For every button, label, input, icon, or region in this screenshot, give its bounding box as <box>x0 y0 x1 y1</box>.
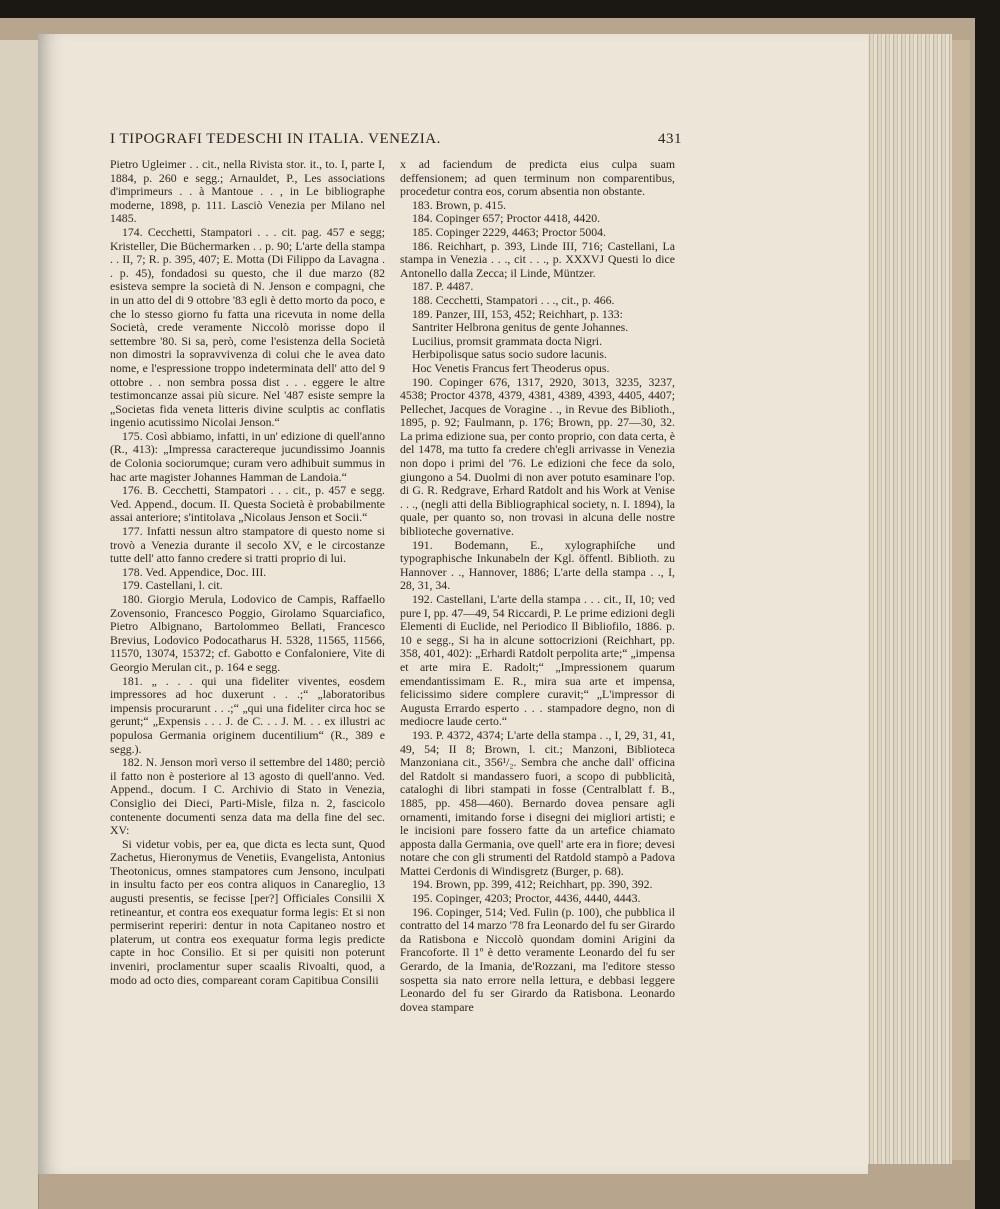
footnote-paragraph: Pietro Ugleimer . . cit., nella Rivista stor. it., to. I, parte I, 1884, p. 260 e segg.; Arnauldet, P., Les associations d'imprimeurs . . à Mantoue . . , in Le bibliographe moderne, 1898, p. 111. Lasciò Venezia per Milano nel 1485. <box>110 157 385 226</box>
footnote-paragraph: 188. Cecchetti, Stampatori . . ., cit., p. 466. <box>412 292 615 307</box>
verse-line: Herbipolisque satus socio sudore lacunis. <box>412 347 607 362</box>
page-stack-edges <box>862 34 952 1164</box>
footnote-paragraph: 185. Copinger 2229, 4463; Proctor 5004. <box>412 224 606 239</box>
footnote-paragraph: 191. Bodemann, E., xylographiſche und typographische Inkunabeln der Kgl. öffentl. Biblioth. zu Hannover . ., Hannover, 1886; L'arte della stampa . ., I, 28, 31, 34. <box>400 537 675 593</box>
footnote-paragraph: 174. Cecchetti, Stampatori . . . cit. pag. 457 e segg; Kristeller, Die Büchermarken . . p. 90; L'arte della stampa . . II, 7; R. p. 395, 407; E. Motta (Di Filippo da Lavagna . . p. 45), fondadosi su questo, che il due marzo (82 esisteva sempre la società di N. Jenson e compagni, che in un atto del di 9 ottobre '83 egli è detto morto da poco, e che lo stesso giorno fu fatta una ricevuta in nome della Società, crede veramente Niccolò morisse dopo il settembre '80. Si sa, però, come l'esistenza della Società non dimostri la sopravvivenza di colui che le avea dato nome, e l'espressione troppo indeterminata dell' atto del 9 ottobre . . non sembra possa dist . . . eggere le altre testimoncanze assai più sicure. Nel '487 esiste sempre la „Societas fida veneta litteris divine sculptis ac conflatis ingenio acutissimo Nicolai Jenson.“ <box>110 224 385 430</box>
running-title: I TIPOGRAFI TEDESCHI IN ITALIA. VENEZIA. <box>110 131 441 147</box>
footnote-paragraph: 181. „ . . . qui una fideliter viventes, eosdem impressores ad hoc duxerunt . . .;“ „laboratoribus impensis procurarunt . . .;“ „qui una fideliter circa hoc se gerunt;“ „Expensis . . . J. de C. . . J. M. . . ex illustri ac populosa Germania originem ducentilium“ (R., 389 e segg.). <box>110 673 385 756</box>
footnote-paragraph: 192. Castellani, L'arte della stampa . . . cit., II, 10; ved pure I, pp. 47—49, 54 Riccardi, P. Le prime edizioni degli Elementi di Euclide, nel Periodico Il Bibliofilo, 1886. p. 10 e segg., Si ha in alcune sottocrizioni (Reichhart, pp. 358, 401, 402): „Erhardi Ratdolt perpolita arte;“ „impensa et arte mira E. Radolt;“ „Impressionem quarum emendantissimam E. R., mira sua arte et impensa, felicissimo sidere complere curavit;“ „L'impressor di Augusta Errardo esperto . . . stampadore degno, non di mediocre laude certo.“ <box>400 592 675 729</box>
footnote-paragraph: 196. Copinger, 514; Ved. Fulin (p. 100), che pubblica il contratto del 14 marzo '78 fra Leonardo del fu ser Girardo da Ratisbona e Niccolò quondam domini Arigini da Francoforte. Il 1º è detto veramente Leonardo del fu ser Gerardo, de la Imania, de'Rozzani, ma l'editore stesso sospetta sia nato errore nella lettura, e debbasi leggere Leonardo del fu ser Girardo da Ratisbona. Leonardo dovea stampare <box>400 904 675 1014</box>
left-column <box>110 158 385 987</box>
footnote-paragraph: 187. P. 4487. <box>412 279 474 294</box>
facing-page-edge <box>0 40 39 1209</box>
right-column <box>400 158 675 1014</box>
footnote-paragraph: 183. Brown, p. 415. <box>412 197 507 212</box>
footnote-paragraph: 182. N. Jenson morì verso il settembre del 1480; perciò il fatto non è posteriore al 13 agosto di quell'anno. Ved. Append., docum. I C. Archivio di Stato in Venezia, Consiglio dei Dieci, Parti-Misle, filza n. 2, fascicolo contenente documenti senza data ma della fine del sec. XV: <box>110 755 385 838</box>
running-header <box>110 131 682 148</box>
latin-quotation: Si videtur vobis, per ea, que dicta es lecta sunt, Quod Zachetus, Hieronymus de Venetiis, Evangelista, Antonius Theotonicus, omnes stampatores cum Jensono, inculpati in insultu facto per eos contra aliquos in Canareglio, 13 augusti presentis, se fecisse [per?] Officiales Consilii X retineantur, et contra eos exequatur forma legis: Et si non permiserint reperiri: dentur in nota Capitaneo nostro et platerum, ut contra eos exequatur forma legis predicte capte in hoc Consilio. Et si per quisiti non poterunt inveniri, proclamentur super scaalis Rivoalti, quod, a modo ad octo dies, compareant coram Capitibua Consilii <box>110 836 385 987</box>
latin-quotation: x ad faciendum de predicta eius culpa suam deffensionem; ad quen terminum non comparentibus, procedetur contra eos, corum absentia non obstante. <box>400 157 675 199</box>
footnote-paragraph: 186. Reichhart, p. 393, Linde III, 716; Castellani, La stampa in Venezia . . ., cit . . ., p. XXXVJ Questi lo dice Antonello dalla Zecca; il Linde, Müntzer. <box>400 238 675 280</box>
footnote-paragraph: 175. Così abbiamo, infatti, in un' edizione di quell'anno (R., 413): „Impressa caractereque jucundissimo Joannis de Colonia sociorumque; curam vero adhibuit summus in hac arte magister Johannes Hamman de Landoia.“ <box>110 428 385 484</box>
footnote-paragraph: 180. Giorgio Merula, Lodovico de Campis, Raffaello Zovensonio, Francesco Poggio, Girolamo Squarciafico, Pietro Albignano, Bartolommeo Bellati, Francesco Brevius, Lodovico Podocatharus H. 5328, 11565, 11566, 11570, 13074, 15372; cf. Gabotto e Confaloniere, Vite di Georgio Merulan cit., p. 164 e segg. <box>110 592 385 674</box>
verse-line: Lucilius, promsit grammata docta Nigri. <box>412 333 603 348</box>
footnote-paragraph: 193. P. 4372, 4374; L'arte della stampa . ., I, 29, 31, 41, 49, 54; II 8; Brown, l. cit.; Manzoni, Biblioteca Manzoniana cit., 356¹/₂. Sembra che anche dall' officina del Ratdolt si mandassero fuori, a scopo di pubblicità, cataloghi di libri stampati in fosse (Centralblatt f. B., 1885, pp. 458—460). Bernardo dovea pensare agli ornamenti, imitando forse i disegni dei migliori artisti; e le incisioni pare fossero fatte da un artefice chiamato apposta dalla Germania, ove quell' arte era in fiore; devesi notare che con gli strumenti del Ratdold stampò a Padova Mattei Cerdonis di Windisgretz (Burger, p. 68). <box>400 727 675 878</box>
footnote-paragraph: 176. B. Cecchetti, Stampatori . . . cit., p. 457 e segg. Ved. Append., docum. II. Questa Società è probabilmente assai anteriore; s'intitolava „Nicolaus Jenson et Socii.“ <box>110 483 385 525</box>
footnote-paragraph: 178. Ved. Appendice, Doc. III. <box>122 564 267 579</box>
verse-line: Santriter Helbrona genitus de gente Johannes. <box>412 320 629 335</box>
footnote-paragraph: 189. Panzer, III, 153, 452; Reichhart, p. 133: <box>412 306 623 321</box>
footnote-paragraph: 190. Copinger 676, 1317, 2920, 3013, 3235, 3237, 4538; Proctor 4378, 4379, 4381, 4389, 4393, 4405, 4407; Pellechet, Jacques de Voragine . ., in Revue des Biblioth., 1895, p. 92; Faulmann, p. 176; Brown, pp. 27—30, 32. La prima edizione sua, per conto proprio, con data certa, è del 1478, ma tutto fa credere ch'egli arrivasse in Venezia non dopo i primi del '76. Le edizioni che fece da solo, giungono a 54. Duolmi di non aver potuto esaminare l'op. di G. R. Redgrave, Erhard Ratdolt and his Work at Venise . . ., (negli atti della Bibliographical society, n. I. 1894), la quale, per quanto so, non trovasi in alcuna delle nostre biblioteche governative. <box>400 374 675 539</box>
footnote-paragraph: 177. Infatti nessun altro stampatore di questo nome si trovò a Venezia durante il secolo XV, e le circostanze tutte dell' atto fanno credere si tratti proprio di lui. <box>110 524 385 566</box>
page-number: 431 <box>658 131 682 147</box>
footnote-paragraph: 195. Copinger, 4203; Proctor, 4436, 4440, 4443. <box>412 891 641 906</box>
footnote-paragraph: 179. Castellani, l. cit. <box>122 578 223 593</box>
verse-line: Hoc Venetis Francus fert Theoderus opus. <box>412 360 610 375</box>
footnote-paragraph: 194. Brown, pp. 399, 412; Reichhart, pp. 390, 392. <box>412 877 653 892</box>
footnote-paragraph: 184. Copinger 657; Proctor 4418, 4420. <box>412 211 601 226</box>
